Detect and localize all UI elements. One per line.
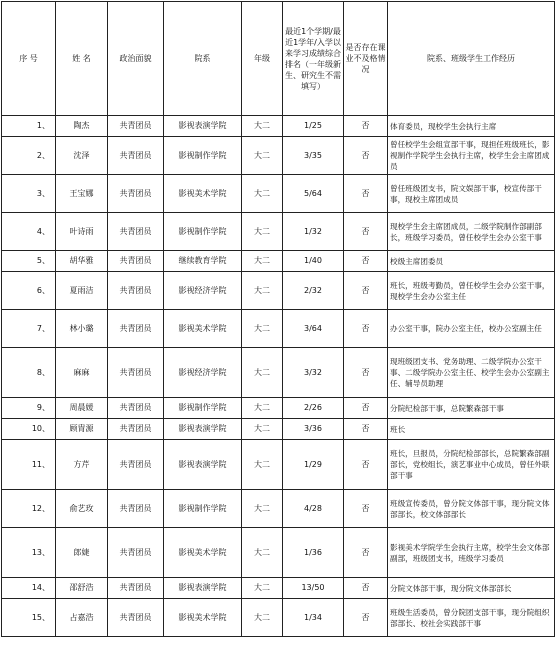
cell-grade: 大二 — [242, 440, 283, 490]
table-body — [2, 116, 555, 637]
cell-grade: 大二 — [242, 137, 283, 175]
cell-rank: 2/26 — [283, 398, 344, 419]
cell-seq: 5、 — [2, 251, 56, 272]
cell-rank: 1/25 — [283, 116, 344, 137]
cell-college: 影视经济学院 — [164, 272, 242, 310]
cell-experience: 现校学生会主席团成员，二级学院制作部副部长，班级学习委员，曾任校学生会办公室干事 — [388, 213, 555, 251]
table-row — [2, 578, 555, 599]
cell-failed-course: 否 — [344, 599, 388, 637]
cell-name: 俞艺玫 — [56, 490, 108, 528]
cell-name: 方芹 — [56, 440, 108, 490]
cell-seq: 15、 — [2, 599, 56, 637]
table-row — [2, 116, 555, 137]
cell-seq: 3、 — [2, 175, 56, 213]
cell-seq: 7、 — [2, 310, 56, 348]
cell-grade: 大二 — [242, 578, 283, 599]
cell-experience: 现班级团支书、党务助理、二级学院办公室干事、二级学院办公室主任、校学生会办公室副主任、辅导员助理 — [388, 348, 555, 398]
table-row — [2, 251, 555, 272]
cell-failed-course: 否 — [344, 528, 388, 578]
cell-political-status: 共青团员 — [108, 213, 164, 251]
cell-experience: 班长，班级考勤员，曾任校学生会办公室干事，现校学生会办公室主任 — [388, 272, 555, 310]
cell-experience: 影视美术学院学生会执行主席，校学生会文体部副部，班级团支书，班级学习委员 — [388, 528, 555, 578]
cell-political-status: 共青团员 — [108, 137, 164, 175]
cell-college: 影视表演学院 — [164, 578, 242, 599]
cell-failed-course: 否 — [344, 440, 388, 490]
cell-political-status: 共青团员 — [108, 251, 164, 272]
header-row — [2, 2, 555, 116]
cell-failed-course: 否 — [344, 348, 388, 398]
cell-political-status: 共青团员 — [108, 398, 164, 419]
cell-college: 影视美术学院 — [164, 528, 242, 578]
cell-failed-course: 否 — [344, 398, 388, 419]
cell-experience: 曾任校学生会组宣部干事，现担任班级班长，影视制作学院学生会执行主席，校学生会主席团成员 — [388, 137, 555, 175]
cell-college: 影视制作学院 — [164, 213, 242, 251]
cell-name: 郎婕 — [56, 528, 108, 578]
cell-failed-course: 否 — [344, 272, 388, 310]
table-row — [2, 398, 555, 419]
cell-experience: 班长，旦报员，分院纪检部部长，总院繁森部副部长，党校组长，演艺事业中心成员，曾任外联部干事 — [388, 440, 555, 490]
cell-grade: 大二 — [242, 528, 283, 578]
cell-political-status: 共青团员 — [108, 440, 164, 490]
table-row — [2, 137, 555, 175]
cell-experience: 体育委员，现校学生会执行主席 — [388, 116, 555, 137]
cell-grade: 大二 — [242, 398, 283, 419]
table-row — [2, 272, 555, 310]
cell-seq: 2、 — [2, 137, 56, 175]
cell-failed-course: 否 — [344, 175, 388, 213]
table-row — [2, 175, 555, 213]
cell-seq: 12、 — [2, 490, 56, 528]
cell-experience: 校级主席团委员 — [388, 251, 555, 272]
cell-failed-course: 否 — [344, 578, 388, 599]
cell-political-status: 共青团员 — [108, 272, 164, 310]
cell-name: 占嘉浩 — [56, 599, 108, 637]
cell-political-status: 共青团员 — [108, 528, 164, 578]
cell-seq: 14、 — [2, 578, 56, 599]
cell-grade: 大二 — [242, 599, 283, 637]
cell-grade: 大二 — [242, 116, 283, 137]
cell-rank: 5/64 — [283, 175, 344, 213]
cell-college: 影视美术学院 — [164, 599, 242, 637]
cell-political-status: 共青团员 — [108, 348, 164, 398]
table-row — [2, 440, 555, 490]
header-experience: 院系、班级学生工作经历 — [388, 2, 555, 116]
cell-name: 夏雨洁 — [56, 272, 108, 310]
cell-seq: 9、 — [2, 398, 56, 419]
cell-grade: 大二 — [242, 251, 283, 272]
cell-failed-course: 否 — [344, 116, 388, 137]
cell-experience: 分院纪检部干事，总院繁森部干事 — [388, 398, 555, 419]
cell-experience: 班长 — [388, 419, 555, 440]
cell-name: 胡华雅 — [56, 251, 108, 272]
student-cadre-table — [1, 1, 555, 637]
cell-college: 影视美术学院 — [164, 310, 242, 348]
cell-name: 麻麻 — [56, 348, 108, 398]
table-row — [2, 348, 555, 398]
cell-name: 沈泽 — [56, 137, 108, 175]
cell-rank: 3/35 — [283, 137, 344, 175]
cell-rank: 3/64 — [283, 310, 344, 348]
cell-name: 林小璐 — [56, 310, 108, 348]
cell-grade: 大二 — [242, 419, 283, 440]
cell-college: 继续教育学院 — [164, 251, 242, 272]
header-college: 院系 — [164, 2, 242, 116]
cell-experience: 曾任班级团支书，院文娱部干事，校宣传部干事，现校主席团成员 — [388, 175, 555, 213]
cell-rank: 1/34 — [283, 599, 344, 637]
cell-college: 影视表演学院 — [164, 116, 242, 137]
header-political-status: 政治面貌 — [108, 2, 164, 116]
table-row — [2, 599, 555, 637]
cell-college: 影视制作学院 — [164, 398, 242, 419]
cell-experience: 办公室干事，院办公室主任，校办公室副主任 — [388, 310, 555, 348]
cell-seq: 4、 — [2, 213, 56, 251]
cell-political-status: 共青团员 — [108, 599, 164, 637]
cell-seq: 10、 — [2, 419, 56, 440]
cell-political-status: 共青团员 — [108, 310, 164, 348]
table-row — [2, 490, 555, 528]
header-seq: 序 号 — [2, 2, 56, 116]
cell-rank: 13/50 — [283, 578, 344, 599]
cell-rank: 4/28 — [283, 490, 344, 528]
cell-failed-course: 否 — [344, 310, 388, 348]
cell-name: 邵舒浩 — [56, 578, 108, 599]
cell-grade: 大二 — [242, 272, 283, 310]
cell-grade: 大二 — [242, 213, 283, 251]
table-row — [2, 310, 555, 348]
cell-name: 叶诗雨 — [56, 213, 108, 251]
cell-political-status: 共青团员 — [108, 175, 164, 213]
cell-college: 影视美术学院 — [164, 175, 242, 213]
cell-rank: 1/40 — [283, 251, 344, 272]
cell-name: 陶杰 — [56, 116, 108, 137]
table-row — [2, 213, 555, 251]
cell-rank: 1/29 — [283, 440, 344, 490]
cell-experience: 分院文体部干事，现分院文体部部长 — [388, 578, 555, 599]
cell-political-status: 共青团员 — [108, 419, 164, 440]
table-row — [2, 419, 555, 440]
cell-failed-course: 否 — [344, 490, 388, 528]
cell-seq: 13、 — [2, 528, 56, 578]
table-row — [2, 528, 555, 578]
cell-name: 顾胄源 — [56, 419, 108, 440]
cell-failed-course: 否 — [344, 213, 388, 251]
cell-seq: 11、 — [2, 440, 56, 490]
cell-grade: 大二 — [242, 175, 283, 213]
cell-college: 影视经济学院 — [164, 348, 242, 398]
header-name: 姓 名 — [56, 2, 108, 116]
cell-name: 王宝娜 — [56, 175, 108, 213]
cell-rank: 1/32 — [283, 213, 344, 251]
cell-seq: 8、 — [2, 348, 56, 398]
header-grade: 年级 — [242, 2, 283, 116]
cell-college: 影视表演学院 — [164, 419, 242, 440]
cell-college: 影视制作学院 — [164, 490, 242, 528]
cell-seq: 1、 — [2, 116, 56, 137]
cell-political-status: 共青团员 — [108, 578, 164, 599]
cell-college: 影视表演学院 — [164, 440, 242, 490]
cell-name: 周晨媛 — [56, 398, 108, 419]
cell-failed-course: 否 — [344, 251, 388, 272]
cell-college: 影视制作学院 — [164, 137, 242, 175]
cell-experience: 班级宣传委员，曾分院文体部干事，现分院文体部部长，校文体部部长 — [388, 490, 555, 528]
cell-grade: 大二 — [242, 348, 283, 398]
cell-political-status: 共青团员 — [108, 490, 164, 528]
cell-rank: 3/32 — [283, 348, 344, 398]
cell-grade: 大二 — [242, 310, 283, 348]
cell-failed-course: 否 — [344, 419, 388, 440]
cell-rank: 1/36 — [283, 528, 344, 578]
cell-seq: 6、 — [2, 272, 56, 310]
cell-rank: 3/36 — [283, 419, 344, 440]
cell-political-status: 共青团员 — [108, 116, 164, 137]
cell-rank: 2/32 — [283, 272, 344, 310]
header-failed-course: 是否存在课业不及格情况 — [344, 2, 388, 116]
cell-failed-course: 否 — [344, 137, 388, 175]
cell-experience: 班级生活委员，曾分院团支部干事，现分院组织部部长、校社会实践部干事 — [388, 599, 555, 637]
header-rank: 最近1个学期/最近1学年/入学以来学习成绩综合排名（一年级新生、研究生不需填写） — [283, 2, 344, 116]
cell-grade: 大二 — [242, 490, 283, 528]
